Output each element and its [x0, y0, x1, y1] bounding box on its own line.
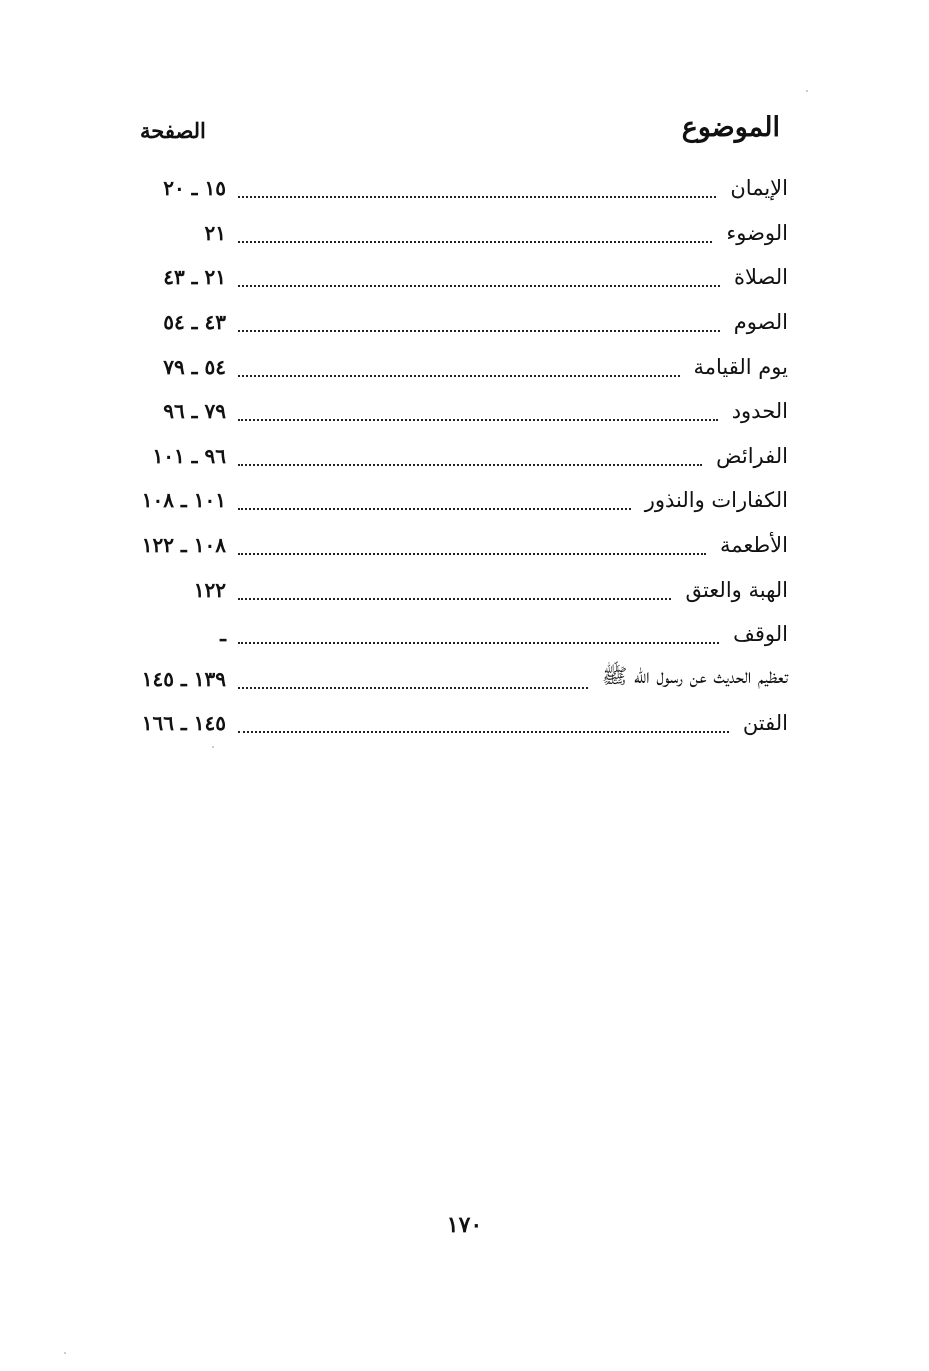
- dot-leader: [238, 669, 588, 689]
- scan-speck: [64, 1352, 66, 1354]
- toc-entry: [100, 389, 788, 434]
- toc-entry-topic: الإيمان: [730, 176, 788, 201]
- toc-entry-pages: ١٥ ـ ٢٠: [163, 176, 226, 201]
- toc-entry-pages: ٧٩ ـ ٩٦: [163, 399, 226, 424]
- toc-entry-pages: ١٠٨ ـ ١٢٢: [141, 533, 226, 558]
- toc-entry-topic: الفتن: [742, 711, 788, 736]
- toc-entry-topic: الهبة والعتق: [685, 577, 788, 602]
- toc-entry-pages: ٤٣ ـ ٥٤: [163, 310, 226, 335]
- toc-entry: [100, 567, 788, 612]
- toc-entry-pages: ٢١: [204, 220, 226, 245]
- toc-entry-pages: ١٤٥ ـ ١٦٦: [141, 711, 226, 736]
- dot-leader: [238, 446, 702, 466]
- dot-leader: [238, 401, 718, 421]
- toc-entry-topic: الحدود: [731, 399, 788, 424]
- toc-entry-pages: ٩٦ ـ ١٠١: [152, 443, 226, 468]
- dot-leader: [238, 223, 712, 243]
- toc-entry-topic: الوضوء: [726, 220, 788, 245]
- toc-entry-topic: الأطعمة: [719, 533, 788, 558]
- toc-entry: [100, 300, 788, 345]
- toc-entry: [100, 701, 788, 746]
- scan-speck: [212, 746, 214, 748]
- toc-entry-pages: ١٢٢: [193, 577, 226, 602]
- toc-entry-topic: الصوم: [733, 310, 788, 335]
- dot-leader: [238, 535, 706, 555]
- toc-entry-pages: ١٠١ ـ ١٠٨: [141, 488, 226, 513]
- toc-entry-pages: ١٣٩ ـ ١٤٥: [141, 666, 226, 691]
- toc-header: [100, 112, 788, 160]
- toc-entry-topic: الوقف: [733, 622, 788, 647]
- toc-entry: [100, 657, 788, 702]
- toc-entry: [100, 523, 788, 568]
- dot-leader: [238, 490, 631, 510]
- dot-leader: [238, 357, 680, 377]
- table-of-contents: [100, 166, 788, 746]
- toc-entry: [100, 344, 788, 389]
- toc-entry-topic: تعظيم الحديث عن رسول الله ﷺ: [601, 664, 788, 689]
- topic-column-heading: الموضوع: [681, 112, 780, 143]
- dot-leader: [238, 580, 671, 600]
- toc-entry: [100, 478, 788, 523]
- scan-speck: [806, 90, 808, 92]
- toc-entry: [100, 612, 788, 657]
- toc-entry-topic: الفرائض: [716, 443, 788, 468]
- toc-entry-topic: يوم القيامة: [693, 354, 788, 379]
- dot-leader: [238, 267, 720, 287]
- dot-leader: [238, 178, 716, 198]
- page-column-heading: الصفحة: [140, 118, 206, 143]
- toc-entry: [100, 211, 788, 256]
- dot-leader: [238, 624, 719, 644]
- page-number: ١٧٠: [446, 1212, 483, 1238]
- toc-entry-topic: الصلاة: [734, 265, 788, 290]
- dot-leader: [238, 713, 729, 733]
- toc-entry-pages: ٥٤ ـ ٧٩: [163, 354, 226, 379]
- dot-leader: [238, 312, 720, 332]
- toc-entry: [100, 255, 788, 300]
- toc-entry: [100, 434, 788, 479]
- toc-entry-pages: ٢١ ـ ٤٣: [163, 265, 226, 290]
- toc-entry: [100, 166, 788, 211]
- toc-entry-topic: الكفارات والنذور: [644, 488, 788, 513]
- toc-entry-pages: ـ: [220, 622, 226, 647]
